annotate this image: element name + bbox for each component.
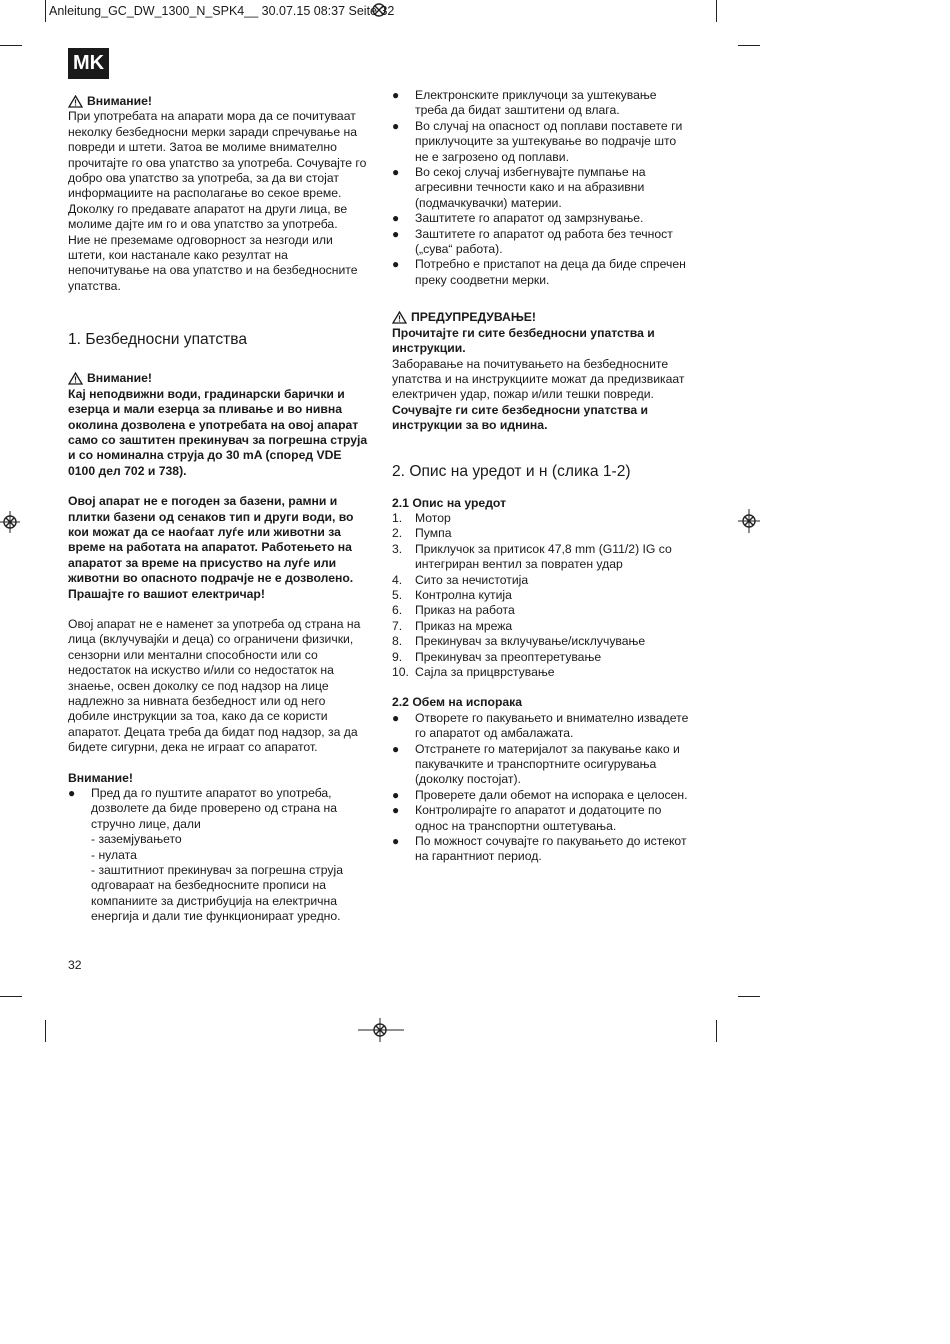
item-text: Контролна кутија — [415, 587, 512, 602]
item-text: Сајла за прицврстување — [415, 665, 555, 679]
liability-paragraph: Ние не преземаме одговорност за незгоди или штети, кои настанале како резултат на непочитување на ова упатство и на безбедносните упатства. — [68, 232, 358, 293]
read-instructions: Прочитајте ги сите безбедносни упатства и инструкции. — [392, 325, 655, 356]
registration-mark-icon — [738, 509, 760, 533]
list-item — [392, 634, 692, 649]
bullet-dot-icon: ● — [392, 165, 400, 180]
section-1-title: 1. Безбедносни упатства — [68, 331, 248, 349]
item-text: Прекинувач за вклучување/исклучување — [415, 634, 646, 649]
bullet-dot-icon: ● — [392, 211, 400, 226]
section-2-title: 2. Опис на уредот и н (слика 1-2) — [392, 462, 631, 480]
bullet-dot-icon: ● — [392, 226, 400, 241]
list-item — [392, 803, 692, 834]
item-text: Приказ на мрежа — [415, 618, 513, 633]
crop-mark — [738, 996, 760, 997]
item-number: 10. — [392, 665, 409, 679]
item-number: 9. — [392, 649, 403, 664]
left-column — [68, 94, 368, 925]
list-item — [392, 788, 692, 803]
bullet-subitem: - заземјувањето — [91, 832, 182, 847]
warning-triangle-icon — [392, 311, 407, 324]
warning-title: ПРЕДУПРЕДУВАЊЕ! — [411, 310, 536, 325]
list-item — [392, 834, 692, 865]
warning-title: Внимание! — [87, 94, 152, 108]
bullet-text: Електронските приклучоци за уштекување треба да бидат заштитени од влага. — [415, 88, 657, 118]
bullet-text: Проверете дали обемот на испорака е целосен. — [415, 787, 688, 802]
list-item — [392, 619, 692, 634]
list-item — [392, 573, 692, 588]
bullet-text: По можност сочувајте го пакувањето до истекот на гарантниот период. — [415, 834, 687, 864]
file-header: Anleitung_GC_DW_1300_N_SPK4__ 30.07.15 08:37 Seite 32 — [49, 4, 395, 18]
crop-mark — [0, 996, 22, 997]
list-item — [392, 227, 692, 258]
item-text: Сито за нечистотија — [415, 572, 529, 587]
crop-mark — [45, 0, 46, 22]
list-item — [392, 542, 692, 573]
item-number: 1. — [392, 510, 403, 525]
bullet-text: Пред да го пуштите апаратот во употреба, дозволете да биде проверено од страна на стручно лице, дали — [91, 786, 337, 831]
registration-mark-icon — [0, 511, 20, 533]
list-item — [392, 603, 692, 618]
keep-instructions: Сочувајте ги сите безбедносни упатства и инструкции за во иднина. — [392, 402, 649, 433]
bullet-dot-icon: ● — [392, 118, 400, 133]
bullet-text: Отстранете го материјалот за пакување како и пакувачките и транспортните осигурувања (доколку постојат). — [415, 741, 680, 787]
item-text: Пумпа — [415, 526, 452, 541]
item-text: Приклучок за притисок 47,8 mm (G11/2) IG со интегриран вентил за повратен удар — [415, 541, 672, 572]
delivery-list — [392, 711, 692, 865]
registration-mark-icon — [358, 1018, 404, 1042]
parts-list — [392, 511, 692, 680]
warning-heading — [68, 371, 368, 386]
intro-paragraph: При употребата на апарати мора да се почитуваат неколку безбедносни мерки заради спречување на повреди и штети. Затоа ве молиме внимателно прочитајте го ова упатство за употреба. Сочувајте го добро ова упатство за употреба, за да ви стојат информациите на располагање во секое време. Доколку го предавате апаратот на други лица, ве молиме дајте им го и ова упатство за употреба. — [68, 109, 367, 232]
list-item — [392, 511, 692, 526]
item-number: 6. — [392, 603, 403, 618]
bullet-dot-icon: ● — [392, 710, 400, 725]
bullet-text: Заштитете го апаратот од работа без течност („сува“ работа). — [415, 226, 673, 257]
warning-text: Заборавање на почитувањето на безбедносните упатства и на инструкциите можат да предизвикаат електричен удар, пожар и/или тешки повреди. — [392, 356, 685, 402]
page-number: 32 — [68, 958, 82, 972]
list-item — [392, 257, 692, 288]
bullet-dot-icon: ● — [392, 741, 400, 756]
list-item — [392, 742, 692, 788]
list-item — [392, 119, 692, 165]
bullet-dot-icon: ● — [392, 834, 400, 849]
item-text: Мотор — [415, 510, 451, 525]
rcd-warning: Кај неподвижни води, градинарски барички и езерца и мали езерца за пливање и во нивна околина дозволена е употребата на овој апарат само со заштитен прекинувач за погрешна струја и со номинална струја до 30 mA (според VDE 0100 дел 702 и 738). — [68, 386, 368, 478]
bullet-text: Заштитете го апаратот од замрзнување. — [415, 211, 644, 226]
warning-heading — [392, 310, 692, 325]
warning-heading — [68, 94, 368, 109]
subsection-2-2-title: 2.2 Обем на испорака — [392, 695, 523, 710]
list-item — [392, 165, 692, 211]
warning-triangle-icon — [68, 372, 83, 385]
safety-bullets — [392, 88, 692, 288]
list-item — [392, 650, 692, 665]
bullet-text: Во секој случај избегнувајте пумпање на агресивни течности како и на абразивни (подмачкувачки) материи. — [415, 165, 646, 210]
list-item — [68, 786, 368, 925]
crop-mark — [716, 1020, 717, 1042]
list-item — [392, 88, 692, 119]
list-item — [392, 588, 692, 603]
attention-title: Внимание! — [68, 770, 133, 785]
bullet-dot-icon: ● — [68, 786, 76, 801]
item-text: Приказ на работа — [415, 603, 515, 618]
children-paragraph: Овој апарат не е наменет за употреба од страна на лица (вклучувајќи и деца) со ограничени физички, сензорни или ментални способности или со недостаток на искуство и/или со недостаток на знаење, освен доколку се под надзор на лице надлежно за нивната безбедност или од него добиле инструкции за тоа, како да се користи апаратот. Децата треба да бидат под надзор, за да бидете сигурни, дека не играат со апаратот. — [68, 616, 361, 755]
bullet-text: Контролирајте го апаратот и додатоците по однос на транспортни оштетувања. — [415, 803, 662, 833]
bullet-subitem: - нулата — [91, 847, 137, 862]
list-item — [392, 665, 692, 680]
item-number: 8. — [392, 634, 403, 649]
bullet-text: Отворете го пакувањето и внимателно извадете го апаратот од амбалажата. — [415, 710, 689, 741]
bullet-text: Потребно е пристапот на деца да биде спречен преку соодветни мерки. — [415, 257, 686, 287]
crop-mark — [738, 45, 760, 46]
bullet-dot-icon: ● — [392, 787, 400, 802]
warning-title: Внимание! — [87, 371, 152, 386]
language-badge: MK — [68, 48, 109, 79]
pool-warning: Овој апарат не е погоден за базени, рамни и плитки базени од сенаков тип и други води, во кои можат да се наоѓаат луѓе или животни за време на работата на апаратот. Работењето на апаратот за време на присуство на луѓе или животни во опасното подрачје не е дозволено. Прашајте го вашиот електричар! — [68, 494, 354, 601]
crop-mark — [716, 0, 717, 22]
item-number: 2. — [392, 526, 403, 541]
item-number: 4. — [392, 572, 403, 587]
crop-mark — [45, 1020, 46, 1042]
item-number: 3. — [392, 541, 403, 556]
list-item — [392, 211, 692, 226]
bullet-subitem: - заштитниот прекинувач за погрешна струја одговараат на безбедносните прописи на компаниите за дистрибуција на електрична енергија и дали тие функционираат уредно. — [91, 863, 343, 924]
bullet-text: Во случај на опасност од поплави поставете ги приклучоците за уштекување во подрачје што не е загрозено од поплави. — [415, 118, 683, 164]
warning-triangle-icon — [68, 95, 83, 108]
right-column — [392, 88, 692, 865]
item-number: 7. — [392, 618, 403, 633]
list-item — [392, 711, 692, 742]
item-text: Прекинувач за преоптеретување — [415, 649, 602, 664]
bullet-dot-icon: ● — [392, 88, 400, 102]
list-item — [392, 526, 692, 541]
bullet-dot-icon: ● — [392, 803, 400, 818]
item-number: 5. — [392, 587, 403, 602]
bullet-dot-icon: ● — [392, 257, 400, 272]
crop-mark — [0, 45, 22, 46]
subsection-2-1-title: 2.1 Опис на уредот — [392, 495, 507, 510]
